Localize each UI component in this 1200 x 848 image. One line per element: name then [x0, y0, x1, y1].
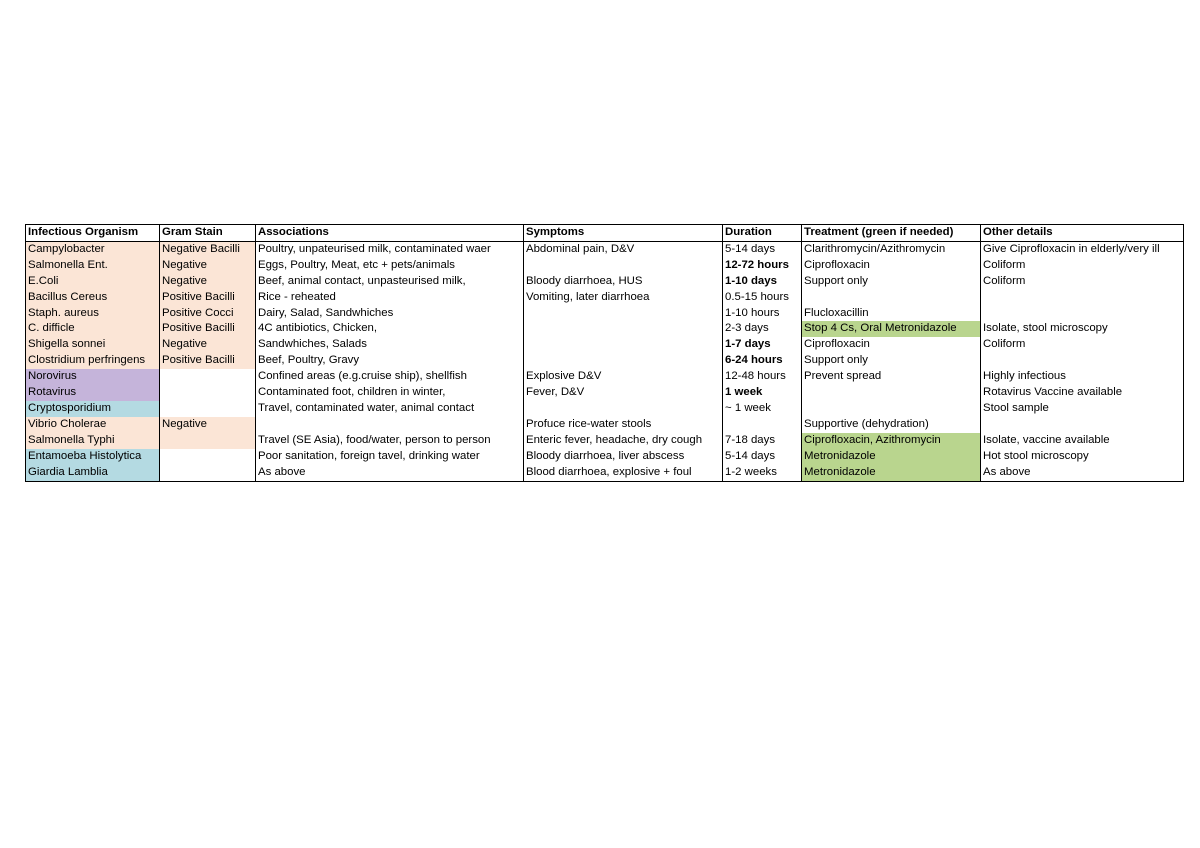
treatment-cell — [802, 385, 981, 401]
symptoms-cell — [524, 306, 723, 322]
symptoms-cell: Explosive D&V — [524, 369, 723, 385]
duration-cell: 12-72 hours — [723, 258, 802, 274]
other-details-cell: Give Ciprofloxacin in elderly/very ill — [981, 241, 1184, 257]
associations-cell: Travel, contaminated water, animal contact — [256, 401, 524, 417]
symptoms-cell — [524, 337, 723, 353]
organism-cell: Entamoeba Histolytica — [26, 449, 160, 465]
organism-cell: Bacillus Cereus — [26, 290, 160, 306]
infection-table — [25, 224, 1184, 482]
other-details-cell: Isolate, vaccine available — [981, 433, 1184, 449]
gram-stain-cell — [160, 465, 256, 481]
gram-stain-cell — [160, 385, 256, 401]
header-cell-duration: Duration — [723, 225, 802, 242]
treatment-cell: Support only — [802, 274, 981, 290]
gram-stain-cell — [160, 433, 256, 449]
treatment-cell: Support only — [802, 353, 981, 369]
table-row — [26, 258, 1184, 274]
table-body — [26, 241, 1184, 481]
treatment-cell: Supportive (dehydration) — [802, 417, 981, 433]
organism-cell: Vibrio Cholerae — [26, 417, 160, 433]
treatment-cell: Stop 4 Cs, Oral Metronidazole — [802, 321, 981, 337]
duration-cell: 1-10 hours — [723, 306, 802, 322]
header-cell-organism: Infectious Organism — [26, 225, 160, 242]
treatment-cell: Ciprofloxacin — [802, 337, 981, 353]
organism-cell: Campylobacter — [26, 241, 160, 257]
other-details-cell: Coliform — [981, 337, 1184, 353]
table-row — [26, 306, 1184, 322]
symptoms-cell: Enteric fever, headache, dry cough — [524, 433, 723, 449]
treatment-cell: Ciprofloxacin, Azithromycin — [802, 433, 981, 449]
symptoms-cell — [524, 258, 723, 274]
table-row — [26, 449, 1184, 465]
gram-stain-cell: Positive Bacilli — [160, 321, 256, 337]
other-details-cell: Highly infectious — [981, 369, 1184, 385]
table-row — [26, 353, 1184, 369]
organism-cell: Salmonella Typhi — [26, 433, 160, 449]
table-row — [26, 369, 1184, 385]
duration-cell: 6-24 hours — [723, 353, 802, 369]
duration-cell: 2-3 days — [723, 321, 802, 337]
other-details-cell: Isolate, stool microscopy — [981, 321, 1184, 337]
symptoms-cell: Bloody diarrhoea, HUS — [524, 274, 723, 290]
other-details-cell — [981, 290, 1184, 306]
table-row — [26, 417, 1184, 433]
symptoms-cell — [524, 321, 723, 337]
associations-cell: Travel (SE Asia), food/water, person to person — [256, 433, 524, 449]
symptoms-cell: Profuce rice-water stools — [524, 417, 723, 433]
duration-cell: 1-2 weeks — [723, 465, 802, 481]
associations-cell: Poor sanitation, foreign tavel, drinking water — [256, 449, 524, 465]
gram-stain-cell: Negative — [160, 337, 256, 353]
treatment-cell: Ciprofloxacin — [802, 258, 981, 274]
table-row — [26, 321, 1184, 337]
associations-cell — [256, 417, 524, 433]
duration-cell: ~ 1 week — [723, 401, 802, 417]
other-details-cell — [981, 417, 1184, 433]
gram-stain-cell: Positive Bacilli — [160, 290, 256, 306]
associations-cell: Beef, animal contact, unpasteurised milk, — [256, 274, 524, 290]
gram-stain-cell: Negative — [160, 274, 256, 290]
table-row — [26, 401, 1184, 417]
symptoms-cell: Vomiting, later diarrhoea — [524, 290, 723, 306]
header-cell-other-details: Other details — [981, 225, 1184, 242]
gram-stain-cell — [160, 369, 256, 385]
treatment-cell: Metronidazole — [802, 465, 981, 481]
gram-stain-cell — [160, 449, 256, 465]
treatment-cell — [802, 290, 981, 306]
organism-cell: Norovirus — [26, 369, 160, 385]
associations-cell: Beef, Poultry, Gravy — [256, 353, 524, 369]
treatment-cell: Clarithromycin/Azithromycin — [802, 241, 981, 257]
organism-cell: C. difficle — [26, 321, 160, 337]
duration-cell: 1-7 days — [723, 337, 802, 353]
header-cell-gram-stain: Gram Stain — [160, 225, 256, 242]
header-cell-symptoms: Symptoms — [524, 225, 723, 242]
organism-cell: Staph. aureus — [26, 306, 160, 322]
table-row — [26, 433, 1184, 449]
associations-cell: Sandwhiches, Salads — [256, 337, 524, 353]
other-details-cell — [981, 353, 1184, 369]
associations-cell: Poultry, unpateurised milk, contaminated waer — [256, 241, 524, 257]
duration-cell: 12-48 hours — [723, 369, 802, 385]
associations-cell: Rice - reheated — [256, 290, 524, 306]
duration-cell: 5-14 days — [723, 241, 802, 257]
treatment-cell: Metronidazole — [802, 449, 981, 465]
organism-cell: Rotavirus — [26, 385, 160, 401]
organism-cell: Salmonella Ent. — [26, 258, 160, 274]
duration-cell: 1-10 days — [723, 274, 802, 290]
other-details-cell: Coliform — [981, 258, 1184, 274]
table-row — [26, 385, 1184, 401]
treatment-cell: Prevent spread — [802, 369, 981, 385]
associations-cell: Eggs, Poultry, Meat, etc + pets/animals — [256, 258, 524, 274]
other-details-cell: Rotavirus Vaccine available — [981, 385, 1184, 401]
associations-cell: Contaminated foot, children in winter, — [256, 385, 524, 401]
symptoms-cell: Fever, D&V — [524, 385, 723, 401]
symptoms-cell — [524, 353, 723, 369]
other-details-cell: As above — [981, 465, 1184, 481]
gram-stain-cell: Positive Bacilli — [160, 353, 256, 369]
table-row — [26, 274, 1184, 290]
other-details-cell — [981, 306, 1184, 322]
symptoms-cell: Abdominal pain, D&V — [524, 241, 723, 257]
treatment-cell: Flucloxacillin — [802, 306, 981, 322]
other-details-cell: Hot stool microscopy — [981, 449, 1184, 465]
symptoms-cell — [524, 401, 723, 417]
associations-cell: As above — [256, 465, 524, 481]
table-row — [26, 290, 1184, 306]
treatment-cell — [802, 401, 981, 417]
associations-cell: Confined areas (e.g.cruise ship), shellfish — [256, 369, 524, 385]
associations-cell: 4C antibiotics, Chicken, — [256, 321, 524, 337]
table-row — [26, 337, 1184, 353]
gram-stain-cell: Negative Bacilli — [160, 241, 256, 257]
header-row — [26, 225, 1184, 242]
symptoms-cell: Bloody diarrhoea, liver abscess — [524, 449, 723, 465]
header-cell-treatment: Treatment (green if needed) — [802, 225, 981, 242]
duration-cell: 7-18 days — [723, 433, 802, 449]
gram-stain-cell: Negative — [160, 417, 256, 433]
gram-stain-cell — [160, 401, 256, 417]
organism-cell: Giardia Lamblia — [26, 465, 160, 481]
duration-cell: 5-14 days — [723, 449, 802, 465]
header-cell-associations: Associations — [256, 225, 524, 242]
associations-cell: Dairy, Salad, Sandwhiches — [256, 306, 524, 322]
organism-cell: Clostridium perfringens — [26, 353, 160, 369]
organism-cell: Shigella sonnei — [26, 337, 160, 353]
other-details-cell: Coliform — [981, 274, 1184, 290]
organism-cell: Cryptosporidium — [26, 401, 160, 417]
gram-stain-cell: Positive Cocci — [160, 306, 256, 322]
gram-stain-cell: Negative — [160, 258, 256, 274]
table-row — [26, 465, 1184, 481]
symptoms-cell: Blood diarrhoea, explosive + foul — [524, 465, 723, 481]
duration-cell: 1 week — [723, 385, 802, 401]
organism-cell: E.Coli — [26, 274, 160, 290]
other-details-cell: Stool sample — [981, 401, 1184, 417]
duration-cell: 0.5-15 hours — [723, 290, 802, 306]
duration-cell — [723, 417, 802, 433]
table-row — [26, 241, 1184, 257]
